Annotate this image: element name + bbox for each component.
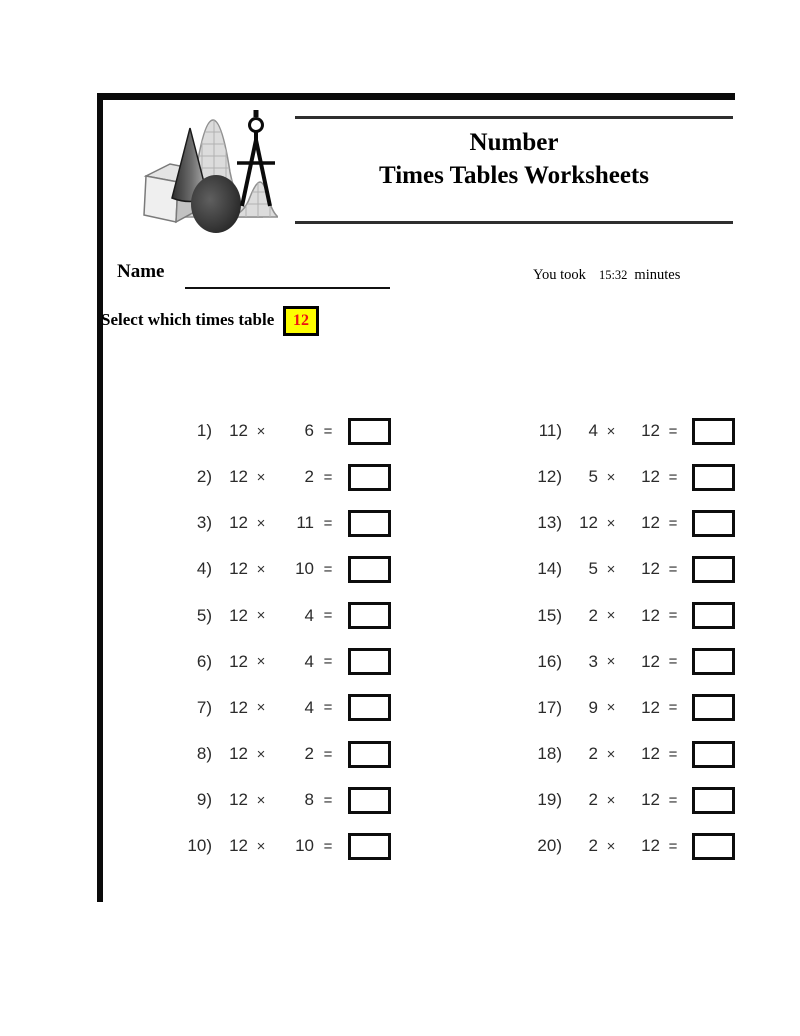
operand-1: 5 bbox=[588, 559, 598, 579]
operand-2: 8 bbox=[304, 790, 314, 810]
operand-2: 10 bbox=[295, 559, 314, 579]
operand-2: 6 bbox=[304, 421, 314, 441]
problem-row bbox=[520, 639, 735, 685]
answer-box[interactable] bbox=[692, 464, 735, 491]
answer-box[interactable] bbox=[692, 648, 735, 675]
problem-row bbox=[520, 454, 735, 500]
equals-sign: = bbox=[668, 560, 678, 578]
times-icon: × bbox=[606, 422, 616, 440]
operand-2: 12 bbox=[641, 467, 660, 487]
problem-row bbox=[170, 408, 391, 454]
answer-box[interactable] bbox=[692, 602, 735, 629]
select-times-table-label: Select which times table bbox=[101, 310, 275, 329]
problem-row bbox=[170, 593, 391, 639]
problem-number: 20) bbox=[537, 836, 562, 856]
problem-number: 12) bbox=[537, 467, 562, 487]
operand-1: 12 bbox=[229, 559, 248, 579]
answer-box[interactable] bbox=[348, 787, 391, 814]
answer-box[interactable] bbox=[348, 602, 391, 629]
problem-number: 1) bbox=[196, 421, 212, 441]
operand-2: 12 bbox=[641, 421, 660, 441]
operand-2: 10 bbox=[295, 836, 314, 856]
operand-2: 12 bbox=[641, 513, 660, 533]
equals-sign: = bbox=[668, 653, 678, 671]
operand-1: 12 bbox=[229, 421, 248, 441]
problem-number: 15) bbox=[537, 605, 562, 625]
times-icon: × bbox=[256, 422, 266, 440]
title-line-2: Times Tables Worksheets bbox=[379, 162, 649, 189]
problem-number: 5) bbox=[196, 605, 212, 625]
times-icon: × bbox=[606, 468, 616, 486]
equals-sign: = bbox=[323, 560, 333, 578]
times-table-select[interactable]: 12 bbox=[283, 306, 319, 336]
name-input-line[interactable] bbox=[185, 287, 390, 289]
problem-row bbox=[520, 685, 735, 731]
problem-number: 9) bbox=[196, 790, 212, 810]
operand-1: 12 bbox=[229, 790, 248, 810]
header-rule-bottom bbox=[295, 221, 733, 224]
equals-sign: = bbox=[668, 422, 678, 440]
times-icon: × bbox=[606, 699, 616, 717]
operand-1: 5 bbox=[588, 467, 598, 487]
title-line-1: Number bbox=[469, 129, 559, 156]
page-title bbox=[295, 126, 733, 192]
times-icon: × bbox=[256, 514, 266, 532]
answer-box[interactable] bbox=[348, 741, 391, 768]
operand-1: 12 bbox=[579, 513, 598, 533]
times-icon: × bbox=[256, 837, 266, 855]
problem-row bbox=[520, 593, 735, 639]
times-icon: × bbox=[256, 745, 266, 763]
equals-sign: = bbox=[323, 422, 333, 440]
equals-sign: = bbox=[668, 699, 678, 717]
operand-2: 4 bbox=[304, 651, 314, 671]
operand-1: 2 bbox=[588, 790, 598, 810]
problems-column-left bbox=[170, 408, 391, 869]
problems-column-right bbox=[520, 408, 735, 869]
times-icon: × bbox=[606, 653, 616, 671]
times-icon: × bbox=[256, 468, 266, 486]
answer-box[interactable] bbox=[692, 418, 735, 445]
problem-number: 3) bbox=[196, 513, 212, 533]
name-label: Name bbox=[117, 261, 165, 282]
operand-2: 12 bbox=[641, 651, 660, 671]
problem-row bbox=[170, 500, 391, 546]
equals-sign: = bbox=[323, 745, 333, 763]
answer-box[interactable] bbox=[692, 787, 735, 814]
operand-2: 2 bbox=[304, 467, 314, 487]
operand-1: 12 bbox=[229, 744, 248, 764]
problem-row bbox=[170, 685, 391, 731]
answer-box[interactable] bbox=[692, 510, 735, 537]
problem-number: 18) bbox=[537, 744, 562, 764]
problem-number: 16) bbox=[537, 651, 562, 671]
frame-left-border bbox=[97, 93, 103, 902]
equals-sign: = bbox=[323, 837, 333, 855]
answer-box[interactable] bbox=[348, 418, 391, 445]
operand-2: 4 bbox=[304, 605, 314, 625]
equals-sign: = bbox=[323, 514, 333, 532]
operand-2: 12 bbox=[641, 559, 660, 579]
operand-1: 4 bbox=[588, 421, 598, 441]
times-icon: × bbox=[256, 699, 266, 717]
problem-number: 14) bbox=[537, 559, 562, 579]
problem-row bbox=[170, 823, 391, 869]
problem-row bbox=[520, 731, 735, 777]
times-icon: × bbox=[256, 791, 266, 809]
timer-prefix: You took bbox=[533, 267, 586, 283]
problem-number: 11) bbox=[538, 421, 562, 441]
operand-2: 12 bbox=[641, 790, 660, 810]
times-icon: × bbox=[256, 560, 266, 578]
operand-1: 2 bbox=[588, 836, 598, 856]
operand-1: 9 bbox=[588, 697, 598, 717]
problem-number: 4) bbox=[196, 559, 212, 579]
operand-1: 12 bbox=[229, 697, 248, 717]
problem-row bbox=[170, 454, 391, 500]
operand-1: 12 bbox=[229, 467, 248, 487]
operand-2: 12 bbox=[641, 744, 660, 764]
times-icon: × bbox=[606, 560, 616, 578]
timer-text bbox=[533, 267, 680, 284]
header-rule-top bbox=[295, 116, 733, 119]
problem-row bbox=[170, 731, 391, 777]
operand-2: 4 bbox=[304, 697, 314, 717]
math-tools-logo-icon bbox=[138, 102, 278, 237]
equals-sign: = bbox=[668, 514, 678, 532]
problem-number: 7) bbox=[196, 697, 212, 717]
answer-box[interactable] bbox=[692, 741, 735, 768]
operand-1: 3 bbox=[588, 651, 598, 671]
times-icon: × bbox=[256, 607, 266, 625]
answer-box[interactable] bbox=[692, 694, 735, 721]
equals-sign: = bbox=[668, 791, 678, 809]
times-icon: × bbox=[606, 607, 616, 625]
timer-suffix: minutes bbox=[634, 267, 681, 283]
problem-number: 19) bbox=[537, 790, 562, 810]
operand-1: 12 bbox=[229, 836, 248, 856]
equals-sign: = bbox=[323, 607, 333, 625]
operand-1: 2 bbox=[588, 605, 598, 625]
times-icon: × bbox=[606, 745, 616, 763]
answer-box[interactable] bbox=[348, 464, 391, 491]
timer-value: 15:32 bbox=[598, 268, 628, 282]
times-icon: × bbox=[606, 514, 616, 532]
equals-sign: = bbox=[323, 468, 333, 486]
problem-number: 10) bbox=[187, 836, 212, 856]
problem-row bbox=[170, 639, 391, 685]
equals-sign: = bbox=[323, 699, 333, 717]
equals-sign: = bbox=[668, 607, 678, 625]
answer-box[interactable] bbox=[348, 648, 391, 675]
problem-number: 13) bbox=[537, 513, 562, 533]
problem-row bbox=[520, 546, 735, 592]
problem-row bbox=[520, 823, 735, 869]
problem-number: 8) bbox=[196, 744, 212, 764]
equals-sign: = bbox=[323, 653, 333, 671]
problem-number: 2) bbox=[196, 467, 212, 487]
operand-2: 12 bbox=[641, 605, 660, 625]
answer-box[interactable] bbox=[692, 556, 735, 583]
equals-sign: = bbox=[668, 468, 678, 486]
equals-sign: = bbox=[668, 837, 678, 855]
operand-2: 11 bbox=[296, 513, 314, 533]
problem-row bbox=[520, 777, 735, 823]
times-icon: × bbox=[256, 653, 266, 671]
problem-row bbox=[520, 408, 735, 454]
operand-2: 2 bbox=[304, 744, 314, 764]
answer-box[interactable] bbox=[348, 556, 391, 583]
operand-2: 12 bbox=[641, 697, 660, 717]
answer-box[interactable] bbox=[348, 510, 391, 537]
times-icon: × bbox=[606, 837, 616, 855]
problem-row bbox=[170, 777, 391, 823]
operand-1: 12 bbox=[229, 605, 248, 625]
operand-1: 2 bbox=[588, 744, 598, 764]
problem-number: 6) bbox=[196, 651, 212, 671]
equals-sign: = bbox=[323, 791, 333, 809]
operand-1: 12 bbox=[229, 651, 248, 671]
problem-row bbox=[170, 546, 391, 592]
answer-box[interactable] bbox=[348, 694, 391, 721]
operand-2: 12 bbox=[641, 836, 660, 856]
equals-sign: = bbox=[668, 745, 678, 763]
answer-box[interactable] bbox=[692, 833, 735, 860]
problem-row bbox=[520, 500, 735, 546]
operand-1: 12 bbox=[229, 513, 248, 533]
frame-top-border bbox=[97, 93, 735, 100]
problem-number: 17) bbox=[537, 697, 562, 717]
answer-box[interactable] bbox=[348, 833, 391, 860]
times-icon: × bbox=[606, 791, 616, 809]
